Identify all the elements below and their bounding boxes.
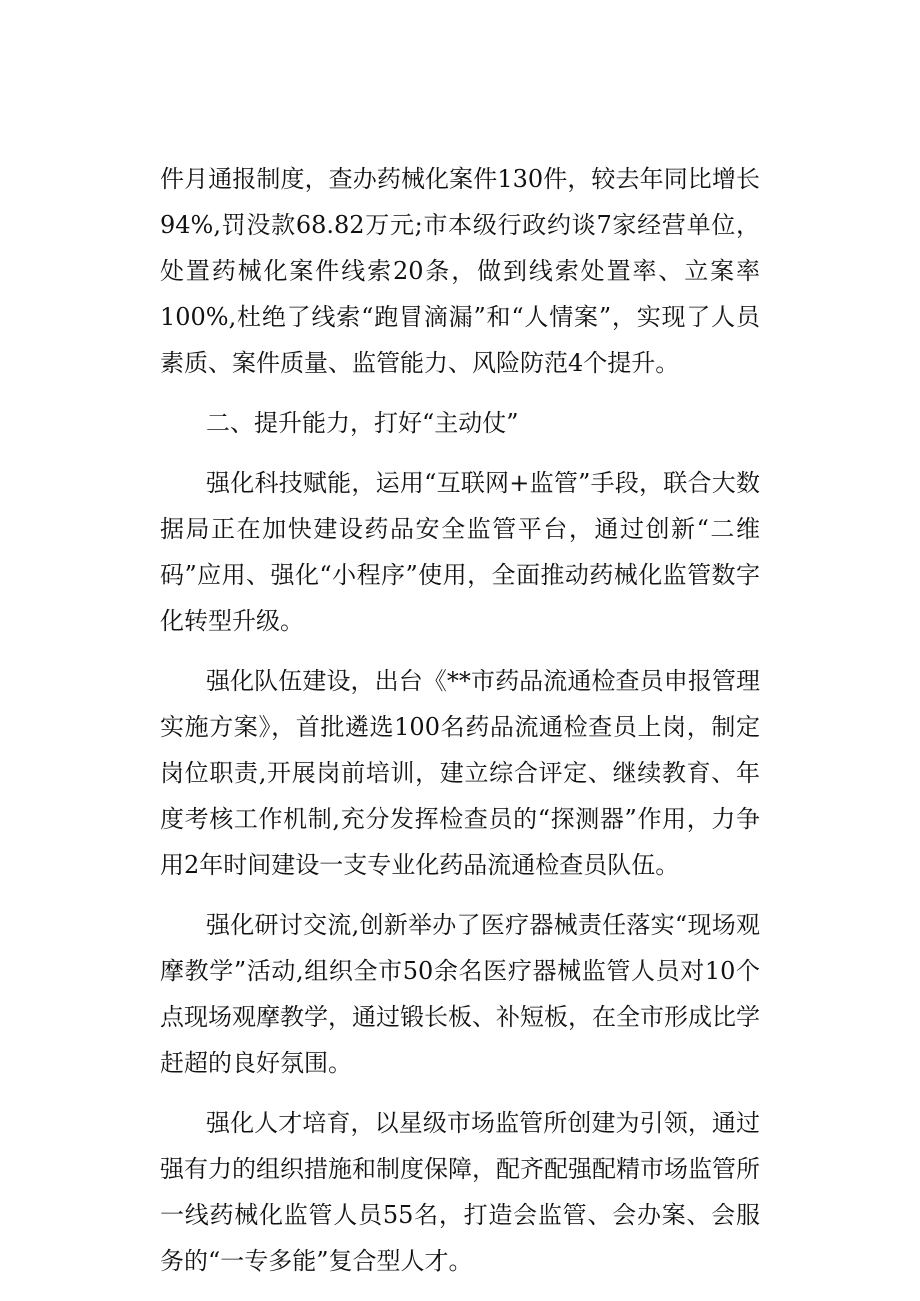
paragraph-continuation: 件月通报制度，查办药械化案件130件，较去年同比增长94%,罚没款68.82万元;市本级行政约谈7家经营单位，处置药械化案件线索20条，做到线索处置率、立案率100%,杜绝了线索“跑冒滴漏”和“人情案”，实现了人员素质、案件质量、监管能力、风险防范4个提升。 — [160, 165, 760, 377]
section-heading: 二、提升能力，打好“主动仗” — [206, 409, 519, 437]
paragraph-tech-empowerment: 强化科技赋能，运用“互联网+监管”手段，联合大数据局正在加快建设药品安全监管平台，通过创新“二维码”应用、强化“小程序”使用，全面推动药械化监管数字化转型升级。 — [160, 469, 760, 635]
paragraph-exchange: 强化研讨交流,创新举办了医疗器械责任落实“现场观摩教学”活动,组织全市50余名医疗器械监管人员对10个点现场观摩教学，通过锻长板、补短板，在全市形成比学赶超的良好氛围。 — [160, 911, 760, 1077]
paragraph-team-building: 强化队伍建设，出台《**市药品流通检查员申报管理实施方案》，首批遴选100名药品流通检查员上岗，制定岗位职责,开展岗前培训，建立综合评定、继续教育、年度考核工作机制,充分发挥检查员的“探测器”作用，力争用2年时间建设一支专业化药品流通检查员队伍。 — [160, 667, 760, 879]
document-body — [160, 156, 760, 1298]
paragraph-talent: 强化人才培育，以星级市场监管所创建为引领，通过强有力的组织措施和制度保障，配齐配强配精市场监管所一线药械化监管人员55名，打造会监管、会办案、会服务的“一专多能”复合型人才。 — [160, 1109, 760, 1275]
